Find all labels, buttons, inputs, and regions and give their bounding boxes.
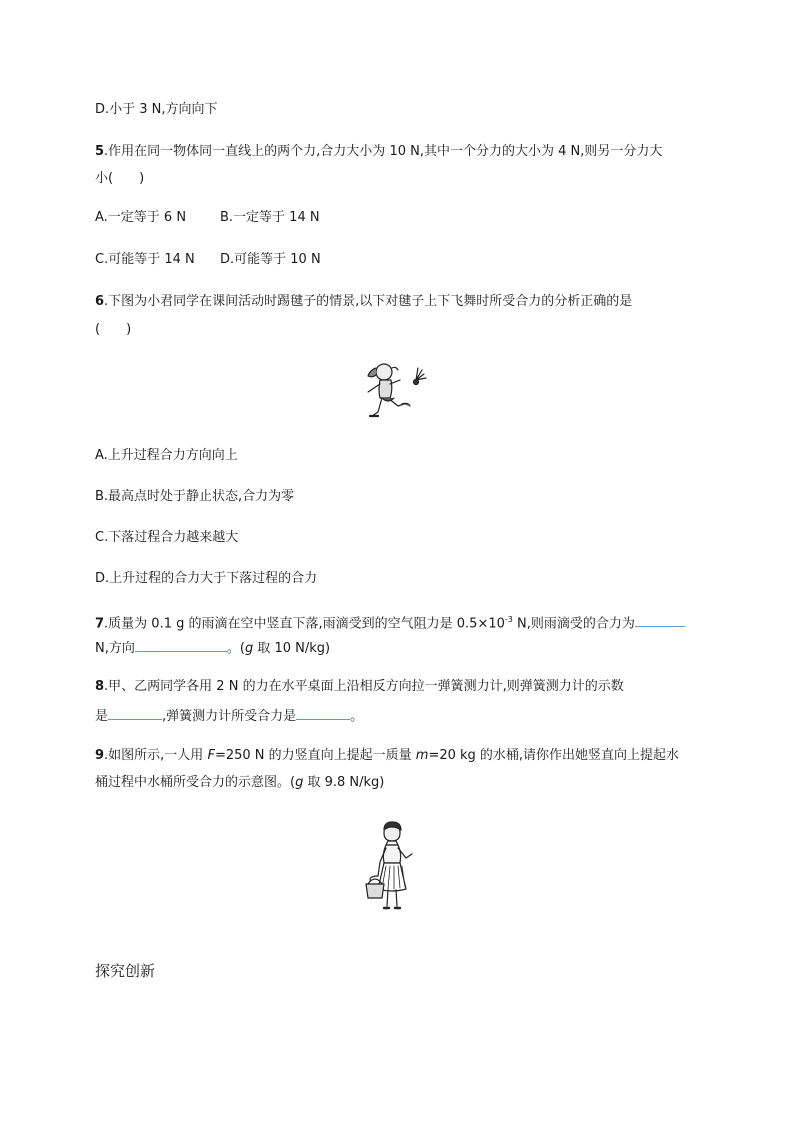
q5-option-a: A.一定等于 6 N [95,210,187,225]
q7-blank-direction[interactable] [135,637,227,652]
q7-blank-force[interactable] [635,612,685,627]
q7-text-a: .质量为 0.1 g 的雨滴在空中竖直下落,雨滴受到的空气阻力是 0.5×10 [104,616,505,632]
q7-text-d: 。( [226,641,245,656]
q6-option-c-text: C.下落过程合力越来越大 [95,530,239,545]
q9-text-e: 取 9.8 N/kg) [303,775,385,790]
q5-options-row2 [95,250,321,270]
q4-option-d [95,100,218,120]
q9-text-c: =20 kg 的水桶,请你作出她竖直向上提起水 [428,748,680,763]
q7-text-e: 取 10 N/kg) [253,641,331,656]
q8-stem-text1: .甲、乙两同学各用 2 N 的力在水平桌面上沿相反方向拉一弹簧测力计,则弹簧测力计的示数 [104,679,624,694]
q6-option-b-text: B.最高点时处于静止状态,合力为零 [95,489,295,504]
q6-option-d-text: D.上升过程的合力大于下落过程的合力 [95,571,318,586]
q5-stem-text2: 小( ) [95,171,145,186]
q8-text-a: 是 [95,709,109,724]
q9-g-symbol: g [295,775,304,790]
q6-stem-line1 [95,292,632,312]
q6-stem-text1: .下图为小君同学在课间活动时踢毽子的情景,以下对毽子上下飞舞时所受合力的分析正确的是 [104,294,633,309]
q8-text-b: ,弹簧测力计所受合力是 [162,709,297,724]
q7-exponent: -3 [504,615,513,624]
q9-F-symbol: F [207,748,215,763]
q6-option-d [95,569,317,589]
q8-blank-reading[interactable] [108,705,162,720]
q7-text-c: N,方向 [95,641,135,656]
q8-text-c: 。 [350,709,364,724]
q6-stem-line2 [95,320,131,340]
q7-g-symbol: g [244,641,254,656]
q8-line2 [95,705,363,727]
q5-number: 5 [95,144,105,159]
q5-stem-line2 [95,169,144,189]
q5-option-c: C.可能等于 14 N [95,252,195,267]
q9-text-b: =250 N 的力竖直向上提起一质量 [214,748,416,763]
q6-option-b [95,487,294,507]
q9-line1 [95,746,679,766]
q5-option-b: B.一定等于 14 N [220,210,320,225]
q9-text-a: .如图所示,一人用 [104,748,208,763]
q4-option-d-text: D.小于 3 N,方向向下 [95,102,218,117]
q9-number: 9 [95,748,105,763]
q8-number: 8 [95,679,105,694]
q7-text-b: N,则雨滴受的合力为 [512,616,635,632]
q6-stem-text2: ( ) [95,322,132,337]
q9-text-d: 桶过程中水桶所受合力的示意图。( [95,775,296,790]
q6-option-c [95,528,238,548]
q5-options-row1 [95,208,320,228]
q5-stem-line1 [95,142,662,162]
girl-kicking-shuttlecock-figure [358,358,438,430]
q6-number: 6 [95,294,105,309]
section-title: 探究创新 [95,962,156,980]
q7-number: 7 [95,616,105,632]
q9-line2 [95,773,384,793]
q7-line1 [95,610,685,634]
q6-option-a [95,446,238,466]
q5-stem-text1: .作用在同一物体同一直线上的两个力,合力大小为 10 N,其中一个分力的大小为 4 N,则另一分力大 [104,144,663,159]
q7-line2 [95,637,330,659]
q9-m-symbol: m [415,748,429,763]
q5-option-d: D.可能等于 10 N [220,252,321,267]
q8-line1 [95,677,624,697]
q8-blank-net-force[interactable] [296,705,350,720]
q6-option-a-text: A.上升过程合力方向向上 [95,448,238,463]
woman-lifting-bucket-figure [362,820,432,916]
